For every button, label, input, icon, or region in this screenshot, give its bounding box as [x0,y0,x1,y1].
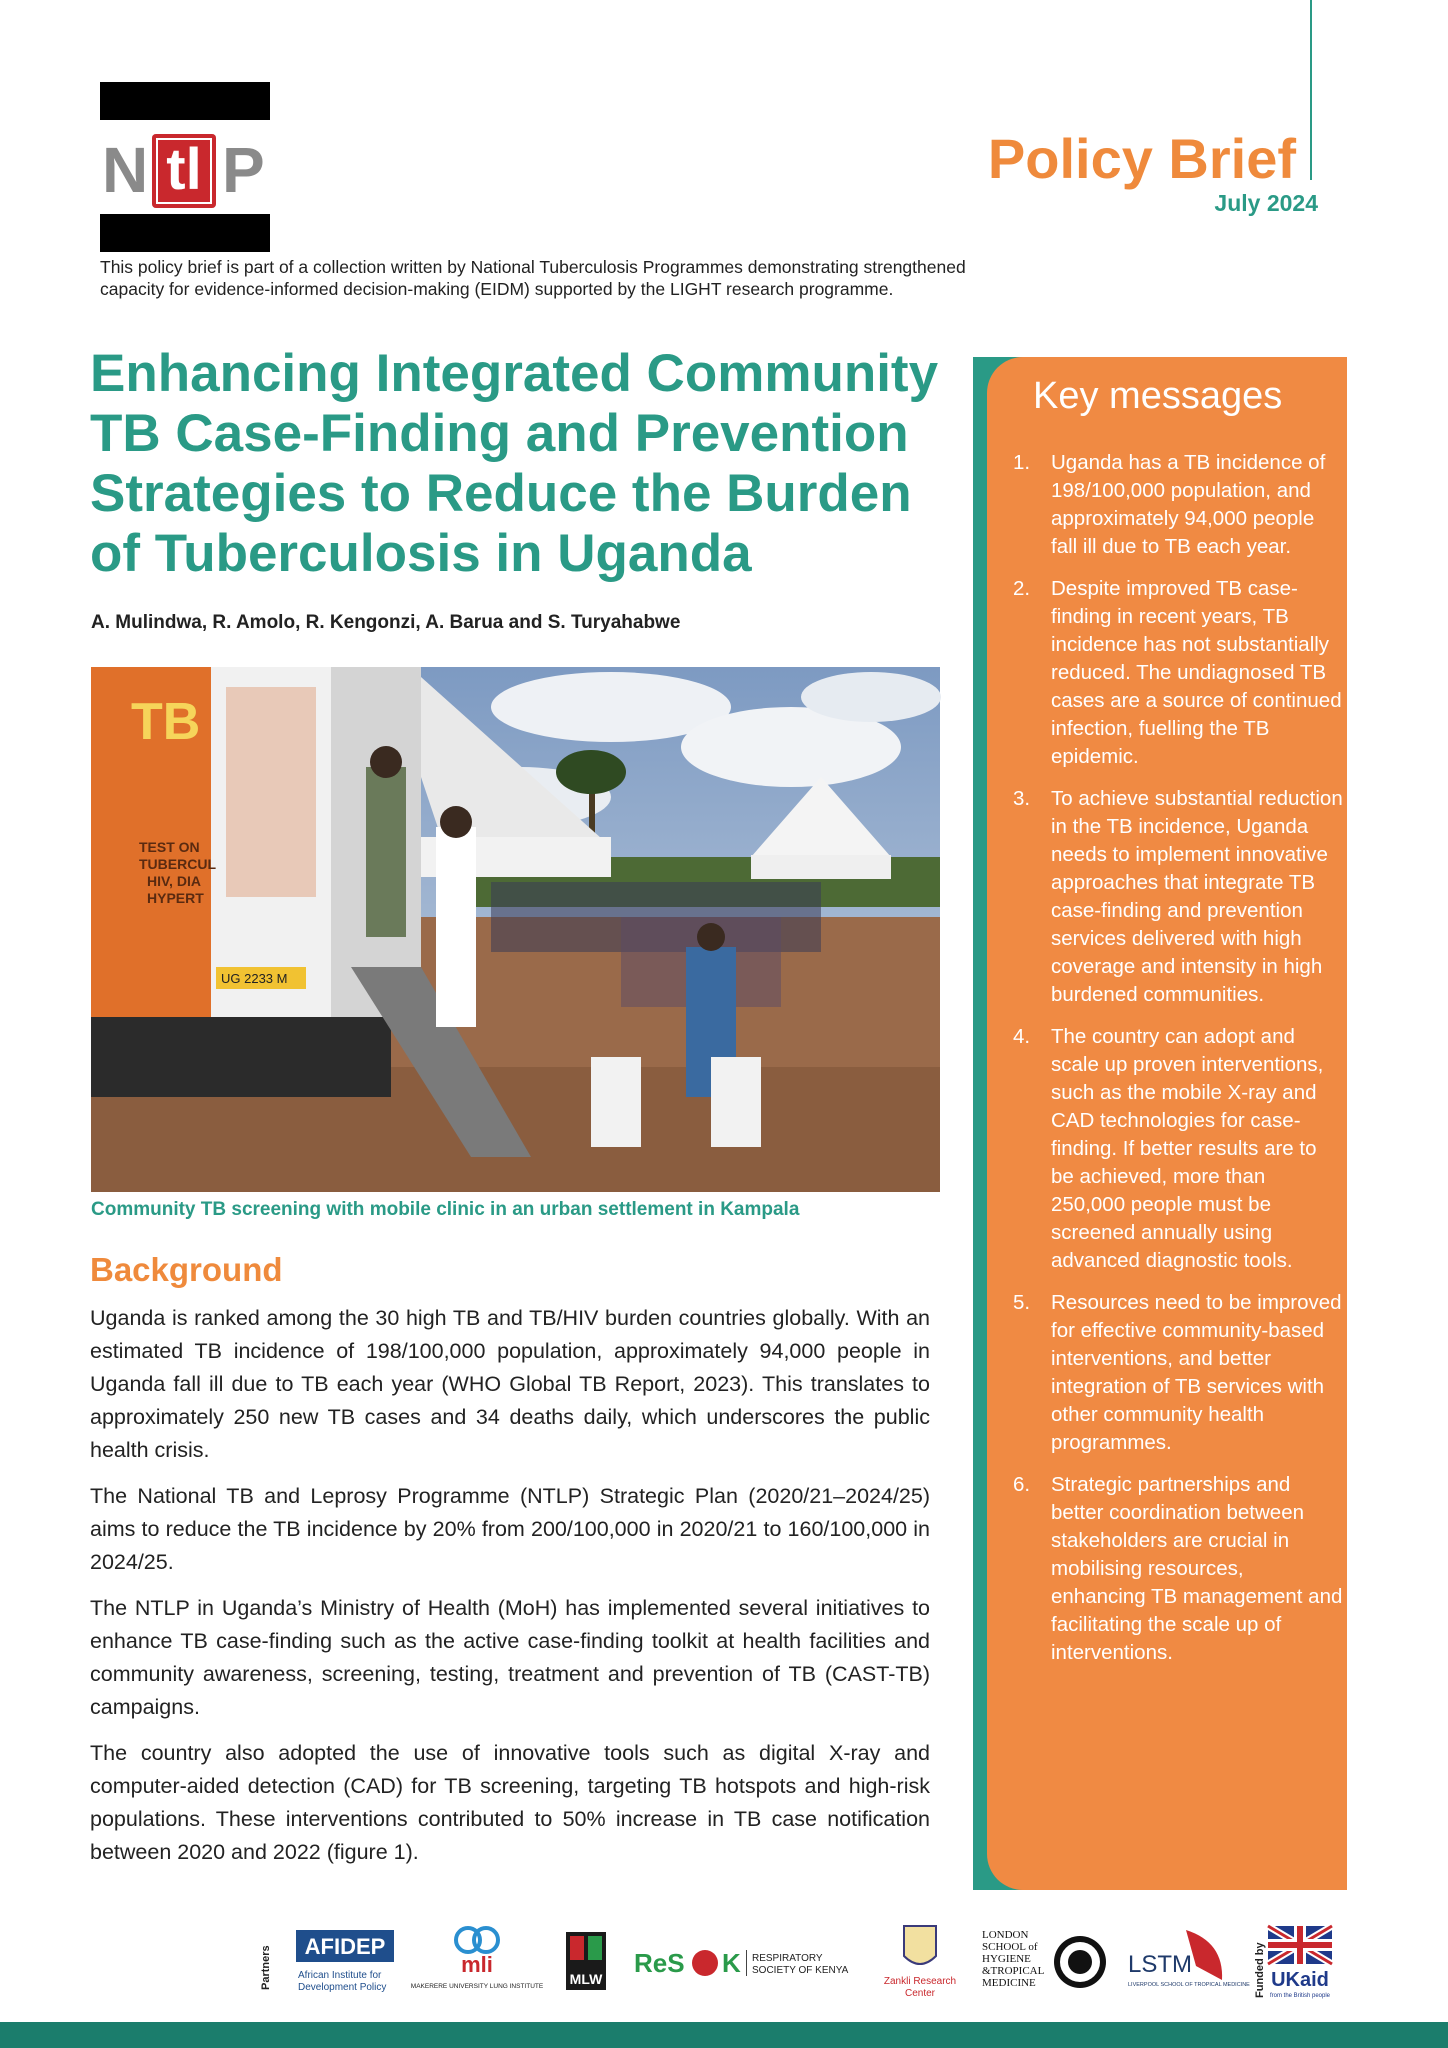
resok-logo [632,1922,862,2002]
logo-bottom-bar [100,214,270,252]
afidep-name: AFIDEP [304,1934,386,1959]
key-message-number: 1. [1013,451,1031,474]
truck-sign-line-2: TUBERCUL [139,856,216,872]
key-messages-panel [987,357,1347,1890]
background-heading: Background [90,1251,283,1288]
key-messages-title: Key messages [1033,375,1283,417]
body-paragraph: The country also adopted the use of innovative tools such as digital X-ray and computer-aided detection (CAD) for TB screening, targeting TB hotspots and high-risk populations. These interventions contributed to 50% increase in TB case notification between 2020 and 2022 (figure 1). [90,1741,930,1864]
key-messages-box [973,357,1347,1890]
partners-strip [260,1912,1350,2012]
logo-letters [100,130,270,210]
publication-date: July 2024 [1214,190,1318,216]
footer-bar [0,2022,1448,2048]
key-message-number: 3. [1013,787,1031,810]
truck-tb-sign: TB [131,693,201,751]
truck-plate: UG 2233 M [221,971,288,986]
key-message-item [1001,1289,1343,1457]
key-message-number: 2. [1013,577,1031,600]
logo-letter-p: P [222,134,265,206]
afidep-logo [296,1922,398,2002]
ukaid-sub: from the British people [1269,1993,1331,1999]
funded-by-label: Funded by [1254,1942,1266,1998]
lstm-logo [1126,1922,1250,2002]
zankli-sub2: Center [904,1988,936,1999]
resok-name-a: ReS [634,1948,685,1978]
mli-logo [410,1922,544,2002]
logo-stamp-tl: tl [152,134,216,208]
page-title: Enhancing Integrated Community TB Case-Finding and Prevention Strategies to Reduce the Burden of Tuberculosis in Uganda [90,344,939,583]
truck-sign-line-4: HYPERT [147,890,204,906]
body-paragraph: The NTLP in Uganda’s Ministry of Health (MoH) has implemented several initiatives to enhance TB case-finding such as the active case-finding toolkit at health facilities and community awareness, screening, testing, treatment and prevention of TB (CAST-TB) campaigns. [90,1596,930,1719]
key-message-text: The country can adopt and scale up proven interventions, such as the mobile X-ray and CAD technologies for case-finding. If better results are to be achieved, more than 250,000 people must be screened annually using advanced diagnostic tools. [1051,1025,1324,1272]
lshtm-logo [980,1922,1110,2002]
key-message-number: 4. [1013,1025,1031,1048]
ukaid-logo [1260,1922,1340,2002]
policy-brief-label: Policy Brief [987,127,1296,190]
key-message-text: Strategic partnerships and better coordination between stakeholders are crucial in mobilising resources, enhancing TB management and facilitating the scale up of interventions. [1051,1473,1343,1664]
key-message-item [1001,1471,1343,1667]
header-divider-line [1310,0,1312,180]
key-message-text: Uganda has a TB incidence of 198/100,000 population, and approximately 94,000 people fall ill due to TB each year. [1051,451,1326,558]
key-message-number: 5. [1013,1291,1031,1314]
background-body [90,1302,930,1882]
afidep-sub2: Development Policy [298,1982,387,1993]
partners-label: Partners [260,1945,272,1990]
lshtm-line-1: LONDON [982,1929,1029,1941]
logo-letter-n: N [102,134,149,206]
key-message-text: Resources need to be improved for effective community-based interventions, and better integration of TB services with other community health programmes. [1051,1291,1342,1454]
ntlp-logo [100,82,270,252]
mli-sub: MAKERERE UNIVERSITY LUNG INSTITUTE [410,1983,544,1990]
logo-top-bar [100,82,270,120]
intro-note: This policy brief is part of a collection written by National Tuberculosis Programmes demonstrating strengthened capacity for evidence-informed decision-making (EIDM) supported by the LIGHT research programme. [100,257,966,299]
key-messages-list [1001,449,1343,1681]
zankli-sub1: Zankli Research [883,1976,957,1987]
photo-illustration [91,667,940,1192]
resok-sub2: SOCIETY OF KENYA [752,1965,849,1976]
authors: A. Mulindwa, R. Amolo, R. Kengonzi, A. Barua and S. Turyahabwe [91,612,681,633]
mli-name: mli [461,1952,493,1977]
body-paragraph: The National TB and Leprosy Programme (NTLP) Strategic Plan (2020/21–2024/25) aims to reduce the TB incidence by 20% from 200/100,000 in 2020/21 to 160/100,000 in 2024/25. [90,1484,930,1574]
key-message-item [1001,785,1343,1009]
cover-photo [91,667,940,1192]
lshtm-line-3: HYGIENE [982,1953,1031,1965]
lshtm-line-5: MEDICINE [982,1977,1036,1989]
lstm-sub: LIVERPOOL SCHOOL OF TROPICAL MEDICINE [1128,1982,1250,1988]
afidep-sub1: African Institute for [298,1970,382,1981]
resok-sub1: RESPIRATORY [752,1953,823,1964]
mlw-logo [560,1922,612,2002]
zankli-logo [880,1922,960,2002]
truck-sign-line-1: TEST ON [139,839,200,855]
resok-name-b: K [722,1948,741,1978]
key-message-item [1001,575,1343,771]
body-paragraph: Uganda is ranked among the 30 high TB and TB/HIV burden countries globally. With an estimated TB incidence of 198/100,000 population, approximately 94,000 people in Uganda fall ill due to TB each year (WHO Global TB Report, 2023). This translates to approximately 250 new TB cases and 34 deaths daily, which underscores the public health crisis. [90,1306,930,1462]
photo-caption: Community TB screening with mobile clinic in an urban settlement in Kampala [91,1199,800,1220]
mlw-name: MLW [569,1971,603,1987]
lstm-name: LSTM [1128,1951,1193,1978]
lshtm-line-2: SCHOOL of [982,1941,1038,1953]
key-message-item [1001,449,1343,561]
lshtm-line-4: &TROPICAL [982,1965,1045,1977]
truck-sign-line-3: HIV, DIA [147,873,201,889]
ukaid-name: UKaid [1271,1969,1329,1991]
key-message-text: Despite improved TB case-finding in recent years, TB incidence has not substantially reduced. The undiagnosed TB cases are a source of continued infection, fuelling the TB epidemic. [1051,577,1342,768]
key-message-item [1001,1023,1343,1275]
key-message-number: 6. [1013,1473,1031,1496]
key-message-text: To achieve substantial reduction in the TB incidence, Uganda needs to implement innovative approaches that integrate TB case-finding and prevention services delivered with high coverage and intensity in high burdened communities. [1051,787,1343,1006]
